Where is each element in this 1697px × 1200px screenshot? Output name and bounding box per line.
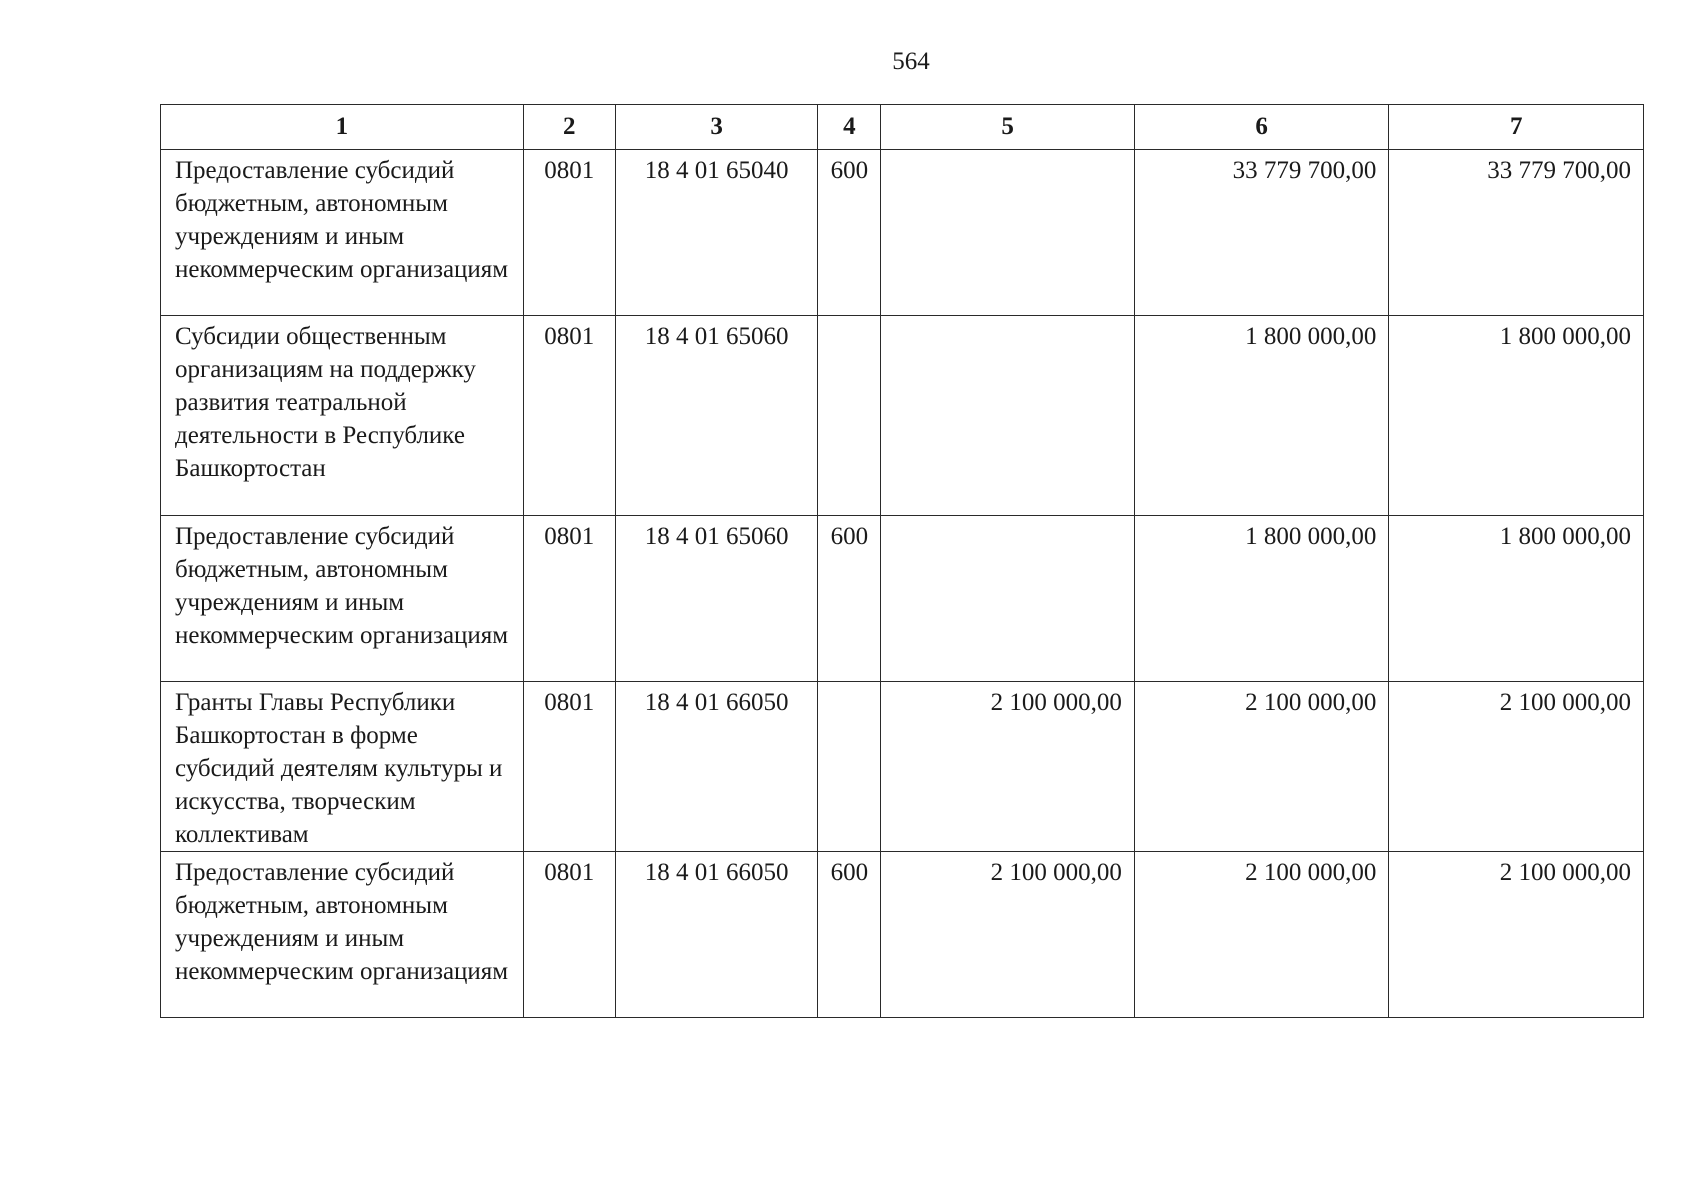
table-header-row	[161, 105, 1644, 150]
amount-col6-cell: 2 100 000,00	[1134, 852, 1389, 1018]
amount-col5-cell	[881, 316, 1135, 516]
amount-col6-cell: 1 800 000,00	[1134, 316, 1389, 516]
target-code-cell: 18 4 01 66050	[615, 682, 817, 852]
section-code-cell: 0801	[523, 682, 615, 852]
amount-col7-cell: 1 800 000,00	[1389, 516, 1644, 682]
amount-col6-cell: 2 100 000,00	[1134, 682, 1389, 852]
table-row	[161, 150, 1644, 316]
table-row	[161, 682, 1644, 852]
expense-type-cell	[818, 682, 881, 852]
table-row	[161, 516, 1644, 682]
amount-col5-cell: 2 100 000,00	[881, 852, 1135, 1018]
amount-col7-cell: 2 100 000,00	[1389, 682, 1644, 852]
column-header-5: 5	[881, 105, 1135, 150]
target-code-cell: 18 4 01 65060	[615, 316, 817, 516]
expense-type-cell	[818, 316, 881, 516]
expense-type-cell: 600	[818, 852, 881, 1018]
budget-table	[160, 104, 1644, 1018]
amount-col6-cell: 33 779 700,00	[1134, 150, 1389, 316]
amount-col5-cell: 2 100 000,00	[881, 682, 1135, 852]
page-number: 564	[892, 48, 930, 75]
target-code-cell: 18 4 01 65060	[615, 516, 817, 682]
amount-col5-cell	[881, 150, 1135, 316]
column-header-1: 1	[161, 105, 524, 150]
section-code-cell: 0801	[523, 852, 615, 1018]
expense-type-cell: 600	[818, 150, 881, 316]
amount-col7-cell: 1 800 000,00	[1389, 316, 1644, 516]
row-name-cell: Предоставление субсидий бюджетным, автономным учреждениям и иным некоммерческим организациям	[161, 852, 524, 1018]
amount-col6-cell: 1 800 000,00	[1134, 516, 1389, 682]
row-name-cell: Предоставление субсидий бюджетным, автономным учреждениям и иным некоммерческим организациям	[161, 150, 524, 316]
table-row	[161, 316, 1644, 516]
target-code-cell: 18 4 01 65040	[615, 150, 817, 316]
table-row	[161, 852, 1644, 1018]
section-code-cell: 0801	[523, 316, 615, 516]
section-code-cell: 0801	[523, 516, 615, 682]
row-name-cell: Субсидии общественным организациям на поддержку развития театральной деятельности в Республике Башкортостан	[161, 316, 524, 516]
row-name-cell: Предоставление субсидий бюджетным, автономным учреждениям и иным некоммерческим организациям	[161, 516, 524, 682]
amount-col5-cell	[881, 516, 1135, 682]
column-header-2: 2	[523, 105, 615, 150]
target-code-cell: 18 4 01 66050	[615, 852, 817, 1018]
column-header-7: 7	[1389, 105, 1644, 150]
column-header-3: 3	[615, 105, 817, 150]
amount-col7-cell: 2 100 000,00	[1389, 852, 1644, 1018]
expense-type-cell: 600	[818, 516, 881, 682]
column-header-4: 4	[818, 105, 881, 150]
row-name-cell: Гранты Главы Республики Башкортостан в форме субсидий деятелям культуры и искусства, творческим коллективам	[161, 682, 524, 852]
column-header-6: 6	[1134, 105, 1389, 150]
amount-col7-cell: 33 779 700,00	[1389, 150, 1644, 316]
section-code-cell: 0801	[523, 150, 615, 316]
